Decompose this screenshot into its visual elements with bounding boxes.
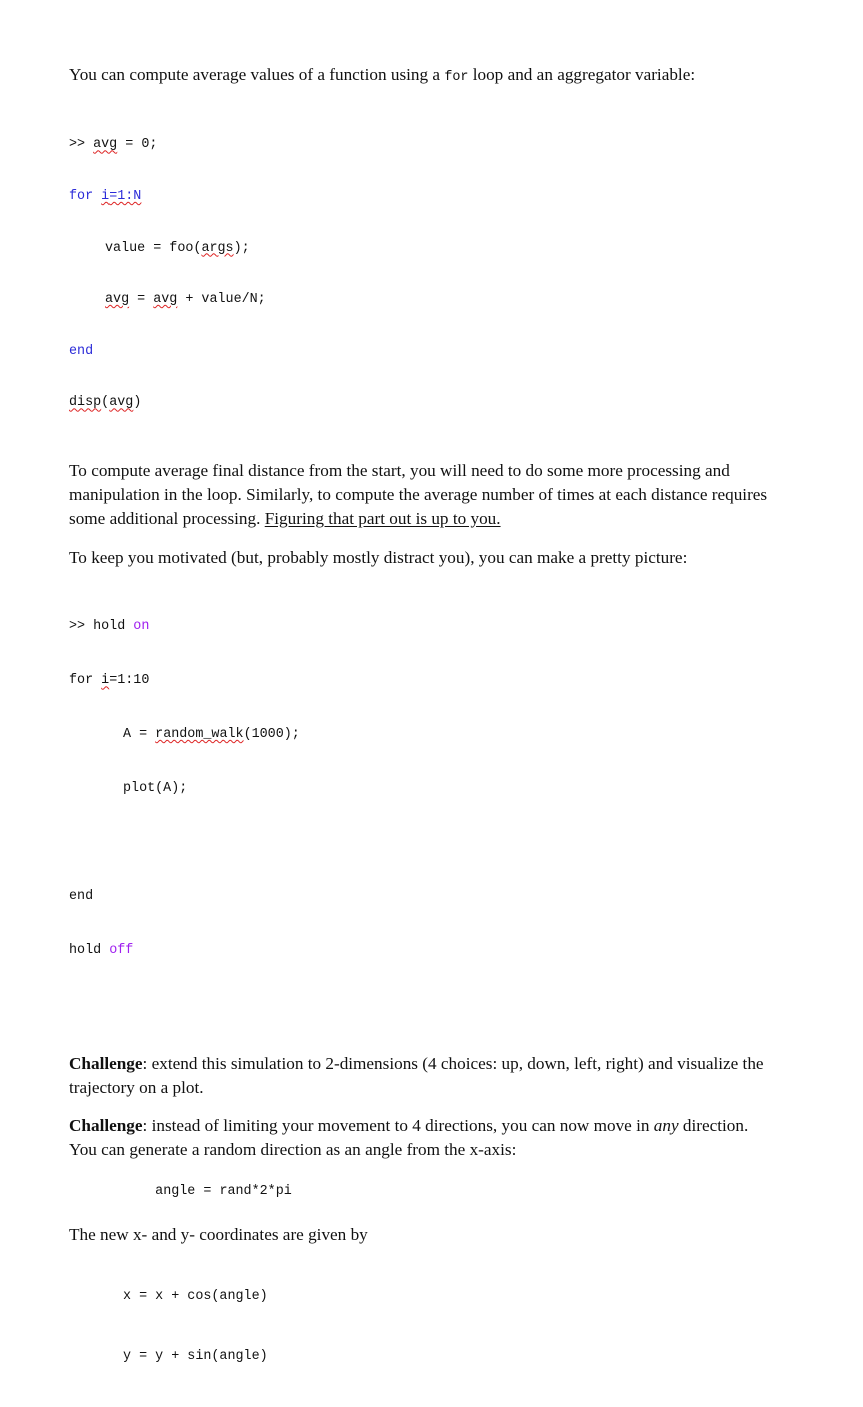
code-line: value = foo(args); (105, 240, 250, 256)
challenge-2-text: : instead of limiting your movement to 4 directions, you can now move in (142, 1115, 654, 1135)
challenge-label: Challenge (69, 1115, 143, 1135)
code-line: end (69, 343, 94, 359)
motivation-paragraph (69, 546, 779, 570)
angle-code: angle = rand*2*pi (155, 1183, 292, 1199)
document-page (69, 60, 779, 1407)
intro-text-after: loop and an aggregator variable: (472, 65, 696, 84)
code-line: disp(avg) (69, 395, 142, 411)
processing-text: To compute average final distance from the start, you will need to do some more processing and manipulation in the loop. Similarly, to compute the average number of times at each distance requires some additional processing. (69, 460, 768, 528)
code-line: y = y + sin(angle) (123, 1348, 268, 1364)
challenge-1-text: : extend this simulation to 2-dimensions (4 choices: up, down, left, right) and visualize the trajectory on a plot. (69, 1053, 764, 1097)
coords-paragraph (69, 1223, 779, 1247)
challenge-2-paragraph (69, 1114, 779, 1162)
code-line-blank (69, 834, 779, 854)
code-line: >> hold on (69, 619, 150, 635)
code-line: end (69, 888, 94, 904)
code-line: x = x + cos(angle) (123, 1288, 268, 1304)
underlined-text: Figuring that part out is up to you. (264, 508, 501, 528)
intro-text: You can compute average values of a function using a (69, 65, 441, 84)
italic-any: any (653, 1115, 679, 1135)
motivation-text: To keep you motivated (but, probably mostly distract you), you can make a pretty picture: (69, 547, 688, 567)
code-block-average (69, 102, 779, 446)
challenge-2-text-b: direction. You can generate a random direction as an angle from the x-axis: (69, 1115, 749, 1159)
code-line: A = random_walk(1000); (123, 727, 300, 743)
code-line: avg = avg + value/N; (105, 292, 266, 308)
code-block-plot (69, 584, 779, 996)
intro-paragraph (69, 63, 779, 90)
processing-paragraph (69, 459, 779, 531)
code-line: for i=1:N (69, 189, 142, 204)
challenge-label: Challenge (69, 1053, 143, 1073)
code-line: plot(A); (123, 781, 188, 797)
code-line: hold off (69, 942, 134, 958)
coords-code (69, 1247, 779, 1407)
for-code-word: for (444, 70, 469, 85)
challenge-1-paragraph (69, 1052, 779, 1100)
code-line: for i=1:10 (69, 673, 150, 689)
code-line: >> avg = 0; (69, 137, 158, 153)
coords-text: The new x- and y- coordinates are given by (69, 1224, 368, 1244)
